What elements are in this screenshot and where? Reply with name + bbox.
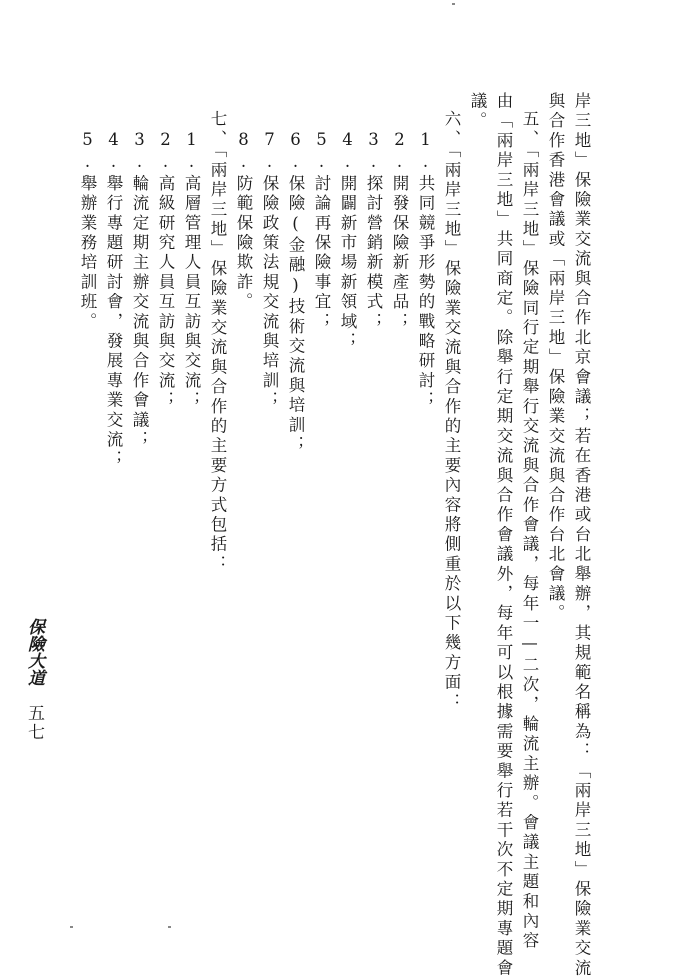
list-item: 1.高層管理人員互訪與交流； xyxy=(182,130,201,411)
page-footer xyxy=(22,618,47,742)
scan-speck xyxy=(168,926,171,928)
section-heading: 六、「兩岸三地」保險業交流與合作的主要內容將側重於以下幾方面： xyxy=(442,110,461,713)
scan-speck xyxy=(70,926,73,928)
list-item: 3.輪流定期主辦交流與合作會議； xyxy=(130,130,149,451)
list-item: 6.保險(金融)技術交流與培訓； xyxy=(286,130,305,456)
text-line: 五、「兩岸三地」保險同行定期舉行交流與合作會議，每年一—二次，輪流主辦。會議主題和內容 xyxy=(520,110,539,952)
scan-speck xyxy=(452,3,455,5)
page-number: 五七 xyxy=(24,704,44,742)
list-item: 2.開發保險新產品； xyxy=(390,130,409,332)
list-item: 5.舉辦業務培訓班。 xyxy=(78,130,97,332)
list-item: 8.防範保險欺詐。 xyxy=(234,130,253,313)
list-item: 7.保險政策法規交流與培訓； xyxy=(260,130,279,411)
text-line: 岸三地」保險業交流與合作北京會議；若在香港或台北舉辦，其規範名稱為：「兩岸三地」保險業交流 xyxy=(572,92,591,979)
list-item: 1.共同競爭形勢的戰略研討； xyxy=(416,130,435,411)
list-item: 5.討論再保險事宜； xyxy=(312,130,331,332)
section-heading: 七、「兩岸三地」保險業交流與合作的主要方式包括： xyxy=(208,110,227,575)
text-line: 與合作香港會議或「兩岸三地」保險業交流與合作台北會議。 xyxy=(546,92,565,624)
list-item: 2.高級研究人員互訪與交流； xyxy=(156,130,175,411)
list-item: 4.舉行專題研討會，發展專業交流； xyxy=(104,130,123,470)
list-item: 3.探討營銷新模式； xyxy=(364,130,383,332)
journal-title: 保險大道 xyxy=(24,618,44,686)
body-text xyxy=(74,92,594,979)
list-item: 4.開闢新市場新領域； xyxy=(338,130,357,352)
text-line: 由「兩岸三地」共同商定。除舉行定期交流與合作會議外，每年可以根據需要舉行若干次不定期專題會 xyxy=(494,92,513,979)
text-line: 議。 xyxy=(468,92,487,132)
